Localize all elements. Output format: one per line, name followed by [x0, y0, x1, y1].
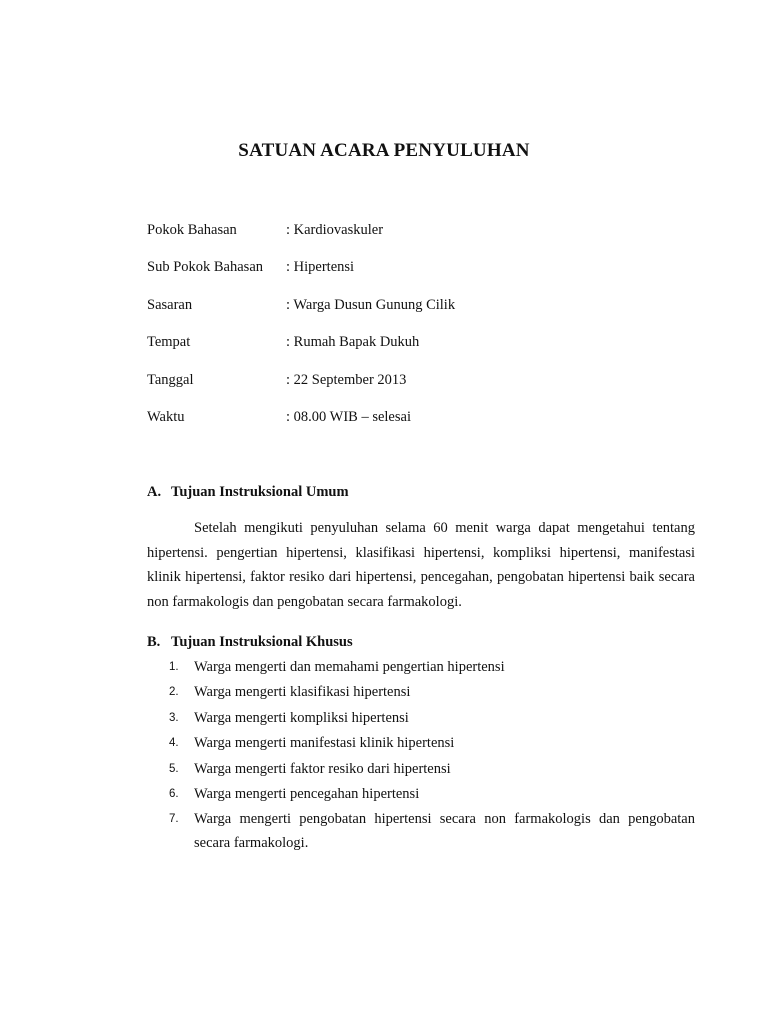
list-number: 5.	[169, 763, 179, 775]
list-number: 6.	[169, 788, 179, 800]
list-item	[147, 782, 695, 806]
list-number: 4.	[169, 737, 179, 749]
list-text: Warga mengerti dan memahami pengertian hipertensi	[194, 659, 505, 675]
list-text: Warga mengerti manifestasi klinik hipertensi	[194, 735, 455, 751]
list-text: Warga mengerti klasifikasi hipertensi	[194, 684, 411, 700]
list-item	[147, 706, 695, 730]
info-value: : Kardiovaskuler	[286, 222, 384, 238]
list-text: Warga mengerti pencegahan hipertensi	[194, 786, 420, 802]
list-item	[147, 680, 695, 704]
list-item	[147, 807, 695, 855]
info-label: Sasaran	[147, 297, 193, 313]
list-number: 3.	[169, 712, 179, 724]
section-a-heading	[147, 482, 349, 502]
list-item	[147, 655, 695, 679]
section-b-letter: B.	[147, 634, 161, 650]
list-number: 7.	[169, 813, 179, 825]
info-value: : 08.00 WIB – selesai	[286, 409, 411, 425]
info-label: Tempat	[147, 334, 191, 350]
section-a-letter: A.	[147, 484, 162, 500]
info-label: Tanggal	[147, 372, 194, 388]
info-value: : Hipertensi	[286, 259, 355, 275]
list-number: 1.	[169, 661, 179, 673]
section-b-title: Tujuan Instruksional Khusus	[171, 634, 353, 650]
list-item	[147, 757, 695, 781]
list-text: Warga mengerti faktor resiko dari hipertensi	[194, 761, 451, 777]
info-value: : 22 September 2013	[286, 372, 407, 388]
info-label: Waktu	[147, 409, 185, 425]
section-b-heading	[147, 632, 353, 652]
section-a-title: Tujuan Instruksional Umum	[171, 484, 349, 500]
info-label: Sub Pokok Bahasan	[147, 259, 263, 275]
info-value: : Warga Dusun Gunung Cilik	[286, 297, 456, 313]
list-item	[147, 731, 695, 755]
list-text: Warga mengerti kompliksi hipertensi	[194, 710, 409, 726]
section-a-paragraph: Setelah mengikuti penyuluhan selama 60 menit warga dapat mengetahui tentang hipertensi. pengertian hipertensi, klasifikasi hipertensi, kompliksi hipertensi, manifestasi klinik hipertensi, faktor resiko dari hipertensi, pencegahan, pengobatan hipertensi baik secara non farmakologis dan pengobatan secara farmakologi.	[147, 520, 695, 610]
info-value: : Rumah Bapak Dukuh	[286, 334, 420, 350]
document-title: SATUAN ACARA PENYULUHAN	[238, 140, 530, 161]
list-text: Warga mengerti pengobatan hipertensi secara non farmakologis dan pengobatan secara farmakologi.	[194, 811, 695, 851]
info-label: Pokok Bahasan	[147, 222, 237, 238]
list-number: 2.	[169, 686, 179, 698]
